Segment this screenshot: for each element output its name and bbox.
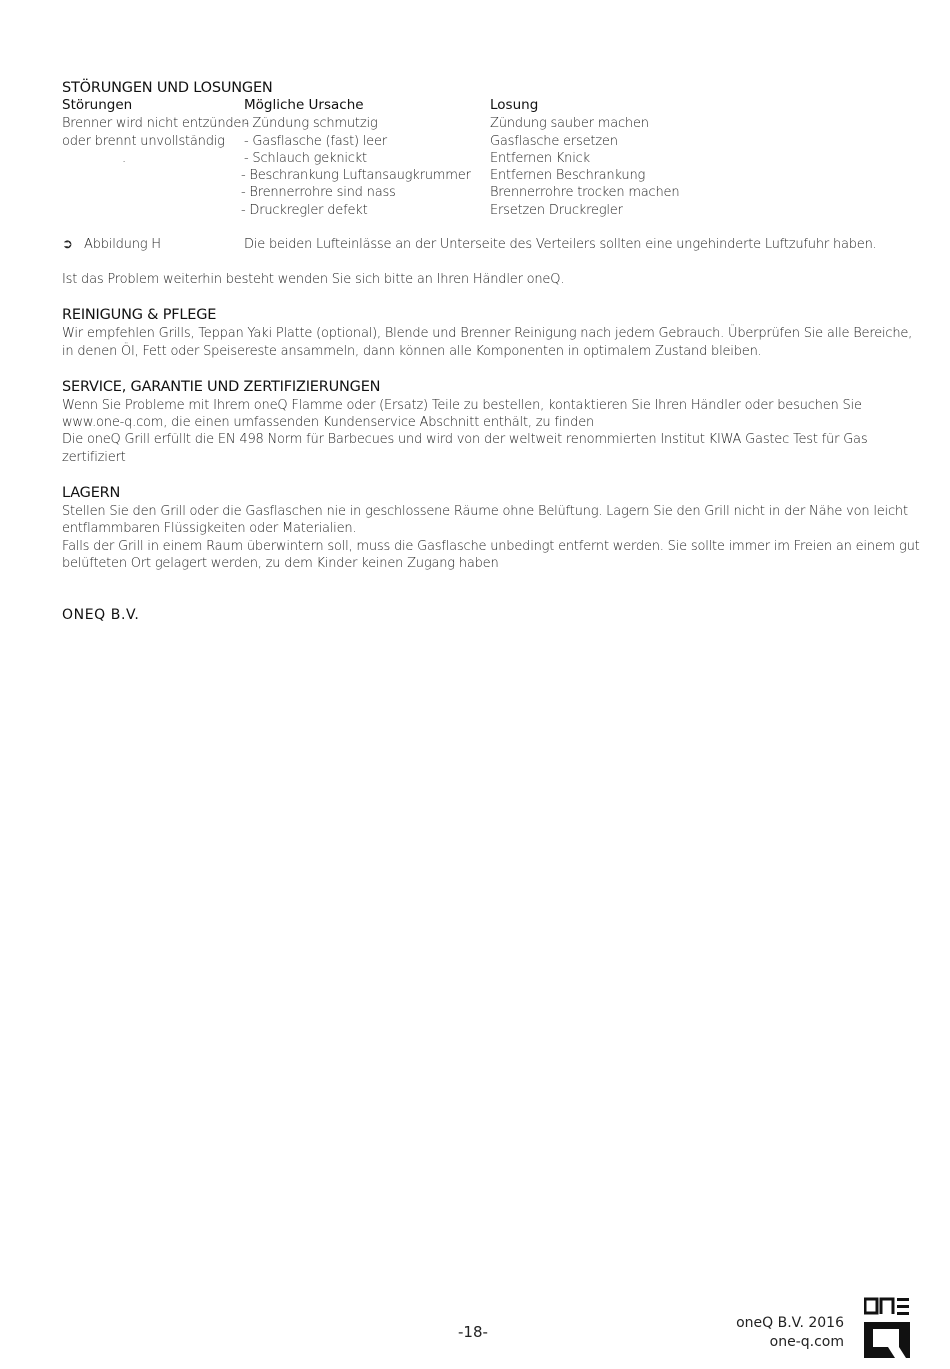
brand-logo-icon: [864, 1296, 910, 1318]
service-text-line1: Wenn Sie Probleme mit Ihrem oneQ Flamme oder (Ersatz) Teile zu bestellen, kontaktieren Sie Ihren Händler oder besuchen Sie: [62, 398, 862, 413]
service-text-line3: Die oneQ Grill erfüllt die EN 498 Norm für Barbecues und wird von der weltweit renommierten Institut KIWA Gastec Test für Gas: [62, 432, 868, 447]
solution-row: Entfernen Beschrankung: [490, 168, 646, 183]
service-title: SERVICE, GARANTIE UND ZERTIFIZIERUNGEN: [62, 379, 381, 395]
brand-logo-q-icon: [864, 1322, 910, 1358]
solution-row: Brennerrohre trocken machen: [490, 185, 680, 200]
cause-row: - Zündung schmutzig: [244, 116, 378, 131]
service-text-line2: www.one-q.com, die einen umfassenden Kundenservice Abschnitt enthält, zu finden: [62, 415, 595, 430]
solution-row: Zündung sauber machen: [490, 116, 649, 131]
problem-text-line1: Brenner wird nicht entzünden: [62, 116, 250, 131]
column-header-problem: Störungen: [62, 97, 133, 113]
cleaning-text-line1: Wir empfehlen Grills, Teppan Yaki Platte (optional), Blende und Brenner Reinigung nach jedem Gebrauch. Überprüfen Sie alle Bereiche,: [62, 326, 913, 341]
company-name: ONEQ B.V.: [62, 607, 140, 623]
solution-row: Gasflasche ersetzen: [490, 134, 618, 149]
cleaning-title: REINIGUNG & PFLEGE: [62, 307, 217, 323]
cause-row: - Beschrankung Luftansaugkrummer: [241, 168, 471, 183]
storage-text-line4: belüfteten Ort gelagert werden, zu dem Kinder keinen Zugang haben: [62, 556, 499, 571]
cause-row: - Gasflasche (fast) leer: [244, 134, 387, 149]
solution-row: Entfernen Knick: [490, 151, 590, 166]
storage-text-line2: entflammbaren Flüssigkeiten oder Materialien.: [62, 521, 357, 536]
problem-text-line3: .: [122, 151, 126, 166]
cleaning-text-line2: in denen Öl, Fett oder Speisereste ansammeln, dann können alle Komponenten in optimalem Zustand bleiben.: [62, 344, 762, 359]
service-text-line4: zertifiziert: [62, 450, 126, 465]
arrow-icon: ➲: [62, 237, 73, 252]
storage-text-line1: Stellen Sie den Grill oder die Gasflaschen nie in geschlossene Räume ohne Belüftung. Lagern Sie den Grill nicht in der Nähe von leicht: [62, 504, 908, 519]
footer-info: [736, 1314, 844, 1352]
column-header-cause: Mögliche Ursache: [244, 97, 364, 113]
cause-row: - Druckregler defekt: [241, 203, 368, 218]
cause-row: - Brennerrohre sind nass: [241, 185, 396, 200]
page-number: -18-: [458, 1323, 488, 1341]
footer-copyright: oneQ B.V. 2016: [736, 1315, 844, 1331]
troubleshooting-title: STÖRUNGEN UND LOSUNGEN: [62, 80, 273, 96]
storage-text-line3: Falls der Grill in einem Raum überwintern soll, muss die Gasflasche unbedingt entfernt werden. Sie sollte immer im Freien an einem gut: [62, 539, 920, 554]
figure-description: Die beiden Lufteinlässe an der Unterseite des Verteilers sollten eine ungehinderte Luftzufuhr haben.: [244, 237, 877, 252]
storage-title: LAGERN: [62, 485, 121, 501]
dealer-note: Ist das Problem weiterhin besteht wenden Sie sich bitte an Ihren Händler oneQ.: [62, 272, 565, 287]
column-header-solution: Losung: [490, 97, 539, 113]
problem-text-line2: oder brennt unvollständig: [62, 134, 225, 149]
figure-label: Abbildung H: [84, 237, 161, 252]
solution-row: Ersetzen Druckregler: [490, 203, 623, 218]
footer-website: one-q.com: [769, 1334, 844, 1350]
cause-row: - Schlauch geknickt: [244, 151, 367, 166]
